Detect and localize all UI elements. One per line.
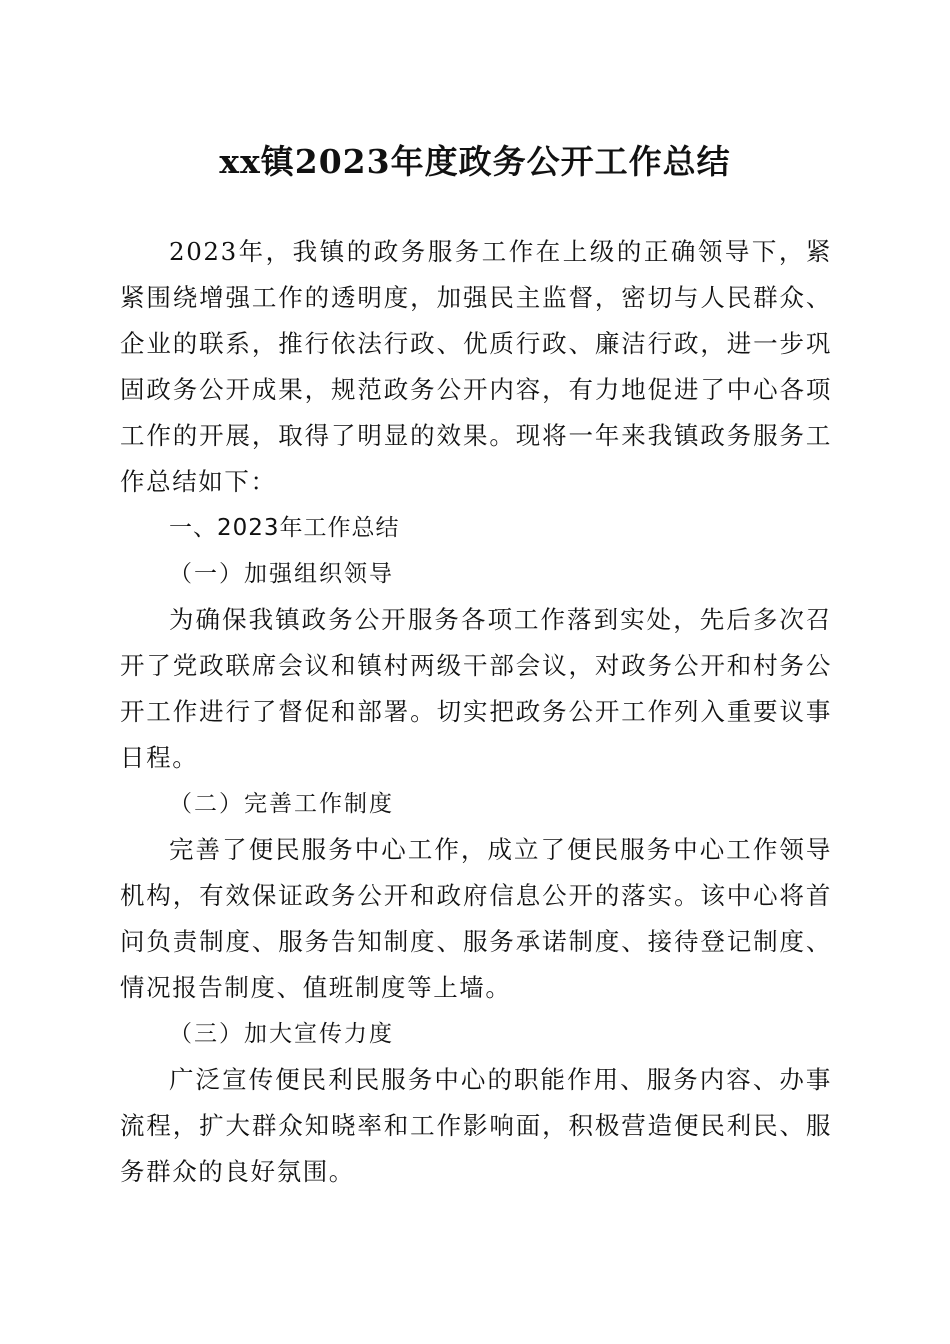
subsection-heading-3: （三）加大宣传力度 xyxy=(169,1021,394,1047)
document-title: xx镇2023年度政务公开工作总结 xyxy=(219,142,731,181)
subsection-heading-1: （一）加强组织领导 xyxy=(169,561,394,587)
section-heading-1: 一、2023年工作总结 xyxy=(169,515,400,541)
intro-paragraph: 2023年，我镇的政务服务工作在上级的正确领导下，紧紧围绕增强工作的透明度，加强民主监督，密切与人民群众、企业的联系，推行依法行政、优质行政、廉洁行政，进一步巩固政务公开成果，规范政务公开内容，有力地促进了中心各项工作的开展，取得了明显的效果。现将一年来我镇政务服务工作总结如下： xyxy=(120,237,832,496)
subsection-paragraph-2: 完善了便民服务中心工作，成立了便民服务中心工作领导机构，有效保证政务公开和政府信息公开的落实。该中心将首问负责制度、服务告知制度、服务承诺制度、接待登记制度、情况报告制度、值班制度等上墙。 xyxy=(120,835,832,1002)
subsection-paragraph-1: 为确保我镇政务公开服务各项工作落到实处，先后多次召开了党政联席会议和镇村两级干部会议，对政务公开和村务公开工作进行了督促和部署。切实把政务公开工作列入重要议事日程。 xyxy=(120,605,832,772)
document-body xyxy=(120,229,832,1195)
subsection-paragraph-3: 广泛宣传便民利民服务中心的职能作用、服务内容、办事流程，扩大群众知晓率和工作影响面，积极营造便民利民、服务群众的良好氛围。 xyxy=(120,1065,832,1186)
subsection-heading-2: （二）完善工作制度 xyxy=(169,791,394,817)
